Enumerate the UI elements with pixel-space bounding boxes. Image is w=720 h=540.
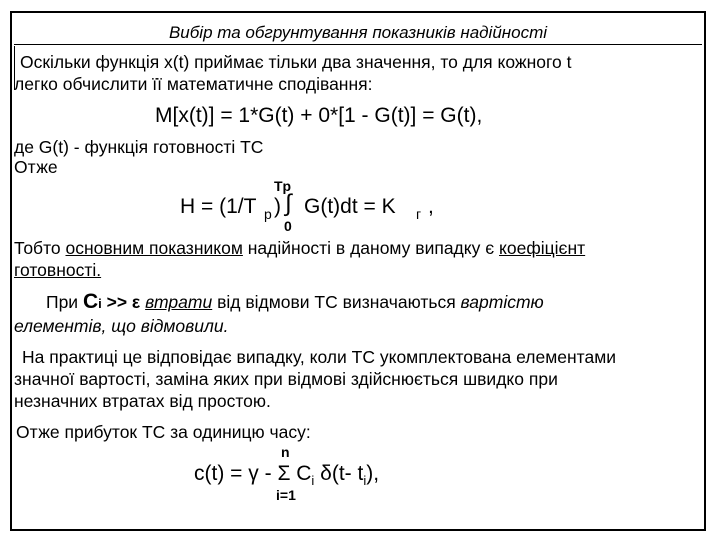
para5-line1: На практиці це відповідає випадку, коли ТС укомплектована елементами [22,347,617,367]
sum-upper-limit: n [281,444,290,460]
para1-line1: Оскільки функція x(t) приймає тільки два значення, то для кожного t [20,52,572,72]
integral-upper-limit: Tp [274,178,292,194]
delta-arg: (t- t [331,462,364,485]
much-greater-sign: >> [101,292,132,312]
term-cost: вартістю [460,292,544,312]
title-bar [14,18,702,45]
cost-symbol: C [82,290,99,313]
para4-text-b: від відмови ТС визначаються [212,292,461,312]
para5-line2: значної вартості, заміна яких при відмові здійснюється швидко при [14,369,558,389]
formula-expectation: M[x(t)] = 1*G(t) + 0*[1 - G(t)] = G(t), [155,104,483,127]
para5-line3: незначних втратах від простою. [14,391,271,411]
formula-lhs: H = (1/T [180,195,257,218]
integral-symbol: ∫ [285,190,292,217]
para4-line2: елементів, що відмовили. [14,316,229,336]
c-term-sub: i [311,473,315,489]
gamma-symbol: γ [248,462,259,485]
delta-symbol: δ [314,462,332,485]
term-losses: втрати [145,292,213,312]
para3-text-b: надійності в даному випадку є [242,238,500,258]
key-term-coefficient: коефіцієнт [499,238,586,258]
para2-line2: Отже [14,157,58,177]
integral-lower-limit: 0 [284,218,292,234]
para4-line1 [46,291,544,315]
c-term: C [290,462,312,485]
formula-paren-close: ) [274,195,281,218]
epsilon-symbol: ε [131,292,141,312]
minus-sign: - [258,462,278,485]
para6-profit-line: Отже прибуток ТС за одиницю часу: [16,422,311,442]
formula-lhs-sub: p [264,206,272,222]
slide-title: Вибір та обгрунтування показників надійності [168,23,548,42]
cost-symbol-sub: i [98,296,102,311]
para4-text-a: При [46,292,83,312]
formula-rhs-sub: г [416,206,422,222]
key-term-main-indicator: основним показником [65,238,243,258]
sum-lower-limit: i=1 [276,487,296,503]
sigma-symbol: Σ [277,462,291,485]
para3-line1 [14,237,585,259]
profit-formula-line [194,462,379,488]
formula-rhs: G(t)dt = K [304,195,396,218]
para2-line1: де G(t) - функція готовності ТС [14,137,264,157]
para3-line2: готовності. [14,260,102,280]
t-sub: i [363,473,367,489]
para3-text-a: Тобто [14,238,66,258]
para1-line2: легко обчислити її математичне сподівання: [14,74,373,94]
profit-end: ), [366,462,380,485]
formula-end: , [428,195,434,218]
profit-lhs: c(t) = [194,462,249,485]
